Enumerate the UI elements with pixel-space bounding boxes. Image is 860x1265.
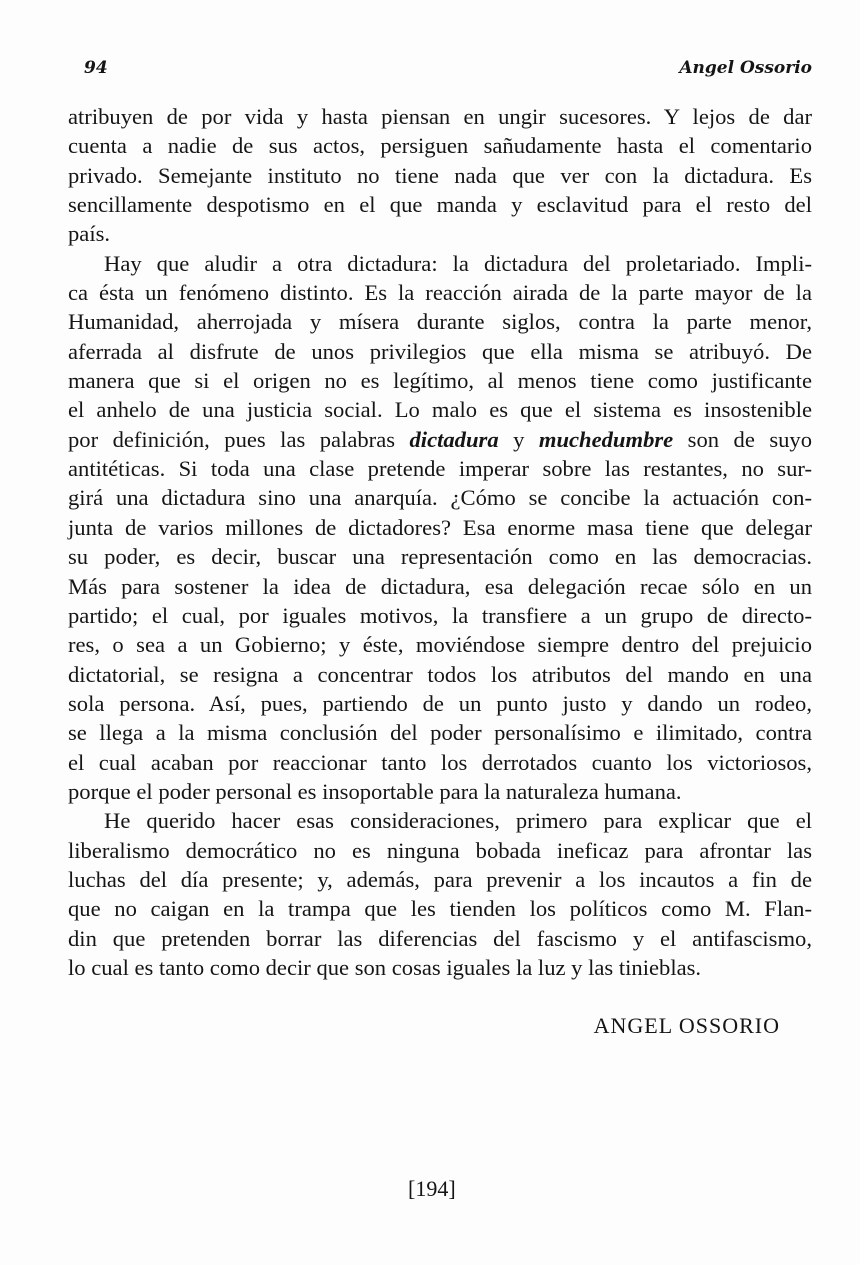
header-page-number: 94: [84, 58, 108, 78]
text-line: el cual acaban por reaccionar tanto los derrotados cuanto los victoriosos,: [68, 749, 812, 775]
emphasized-word: muchedumbre: [538, 426, 674, 452]
paragraph: [68, 249, 812, 807]
text-segment: por definición, pues las palabras: [68, 426, 410, 452]
paragraph: [68, 806, 812, 982]
text-line: su poder, es decir, buscar una representación como en las democracias.: [68, 544, 812, 570]
author-signature: ANGEL OSSORIO: [593, 1013, 780, 1038]
text-line: privado. Semejante instituto no tiene nada que ver con la dictadura. Es: [68, 162, 812, 188]
text-line: junta de varios millones de dictadores? Esa enorme masa tiene que delegar: [68, 514, 812, 540]
text-line: partido; el cual, por iguales motivos, la transfiere a un grupo de directo-: [68, 602, 812, 628]
text-line: luchas del día presente; y, además, para prevenir a los incautos a fin de: [68, 866, 812, 892]
text-line: Humanidad, aherrojada y mísera durante siglos, contra la parte menor,: [68, 309, 812, 335]
text-line: el anhelo de una justicia social. Lo malo es que el sistema es insostenible: [68, 397, 812, 423]
text-line: [68, 425, 812, 454]
text-line: atribuyen de por vida y hasta piensan en ungir sucesores. Y lejos de dar: [68, 104, 812, 129]
text-line: aferrada al disfrute de unos privilegios que ella misma se atribuyó. De: [68, 338, 812, 364]
paragraph: [68, 102, 812, 249]
text-line: sola persona. Así, pues, partiendo de un punto justo y dando un rodeo,: [68, 690, 812, 716]
text-segment: son de suyo: [673, 426, 812, 452]
text-line: ca ésta un fenómeno distinto. Es la reacción airada de la parte mayor de la: [68, 280, 812, 306]
header-running-title: Angel Ossorio: [679, 58, 812, 78]
text-line: se llega a la misma conclusión del poder personalísimo e ilimitado, contra: [68, 720, 812, 746]
emphasized-word: dictadura: [409, 426, 499, 452]
text-line: He querido hacer esas consideraciones, primero para explicar que el: [104, 808, 812, 834]
running-header: [68, 58, 812, 82]
text-line: dictatorial, se resigna a concentrar todos los atributos del mando en una: [68, 661, 812, 687]
text-line: Más para sostener la idea de dictadura, esa delegación recae sólo en un: [68, 573, 812, 599]
text-line: porque el poder personal es insoportable para la naturaleza humana.: [68, 778, 682, 804]
text-line: antitéticas. Si toda una clase pretende imperar sobre las restantes, no sur-: [68, 456, 812, 482]
text-line: Hay que aludir a otra dictadura: la dictadura del proletariado. Impli-: [104, 250, 812, 276]
text-line: sencillamente despotismo en el que manda y esclavitud para el resto del: [68, 192, 812, 218]
text-line: que no caigan en la trampa que les tienden los políticos como M. Flan-: [68, 896, 812, 922]
text-line: res, o sea a un Gobierno; y éste, moviéndose siempre dentro del prejuicio: [68, 632, 812, 658]
text-segment: y: [498, 426, 539, 452]
text-line: girá una dictadura sino una anarquía. ¿Cómo se concibe la actuación con-: [68, 485, 812, 511]
body-text: [68, 102, 812, 982]
text-line: cuenta a nadie de sus actos, persiguen sañudamente hasta el comentario: [68, 133, 812, 159]
text-line: din que pretenden borrar las diferencias del fascismo y el antifascismo,: [68, 925, 812, 951]
footer-page-number: [194]: [408, 1176, 456, 1201]
text-line: país.: [68, 221, 111, 247]
text-line: manera que si el origen no es legítimo, al menos tiene como justificante: [68, 368, 812, 394]
text-line: liberalismo democrático no es ninguna bobada ineficaz para afrontar las: [68, 837, 812, 863]
text-line: lo cual es tanto como decir que son cosas iguales la luz y las tinieblas.: [68, 954, 702, 980]
